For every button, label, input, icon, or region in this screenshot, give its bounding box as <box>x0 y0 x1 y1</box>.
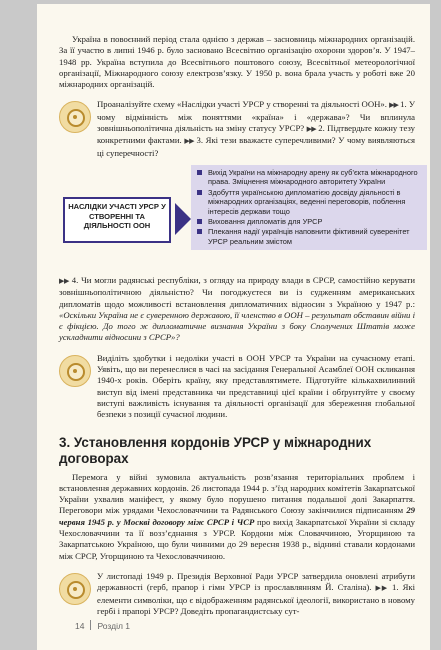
page-footer <box>75 620 130 631</box>
arrow-right-icon <box>175 203 191 235</box>
treaty-highlight: 29 червня 1945 р. у Москві договору між СРСР і ЧСР <box>59 505 415 527</box>
textbook-page <box>37 4 430 650</box>
section-paragraph: Перемога у війні зумовила актуальність розв’язання територіальних проблем і встановлення державних кордонів. 26 листопада 1944 р. з’їзд народних комітетів Закарпатської України ухвалив маніфест, у якому було порушено питання подальшої долі Закарпаття. Переговори між урядами Чехословаччини та Радянського Союзу закінчилися підписанням 29 червня 1945 р. у Москві договору між СРСР і ЧСР про вихід Закарпатської України зі складу Чехословаччини та її возз’єднання з УРСР. Кордони між Словаччиною, Угорщиною та Закарпатською Україною, що були чинними до 29 вересня 1938 р., віднині ставали кордонами між СРСР, Угорщиною та Чехословаччиною. <box>59 471 415 561</box>
intro-paragraph: Україна в повоєнний період стала однією з держав – засновниць міжнародних організацій. За її участю в липні 1946 р. було засновано Всесвітню організацію охорони здоров’я. У 1947–1948 рр. Україна вступила до Всесвітнього поштового союзу, Всесвітньої метеорологічної організації, Міжнародного союзу електрозв’язку. У 1950 р. вона брала участь у роботі вже 20 міжнародних організацій. <box>59 34 415 90</box>
task-1-text: Проаналізуйте схему «Наслідки участі УРСР у створенні та діяльності ООН». ▶▶ 1. У чому відмінність між поняттями «країна» і «держава»? Чи вплинула зовнішньополітична діяльність на зміну статусу УРСР? ▶▶ 2. Підтвердьте кожну тезу конкретними фактами. ▶▶ 3. Які тези вважаєте суперечливими? У чому виявляються ці суперечності? <box>97 99 415 158</box>
square-bullet-icon <box>197 219 202 224</box>
triangle-marker-icon: ▶▶ <box>389 101 398 110</box>
scheme-title: НАСЛІДКИ УЧАСТІ УРСР У СТВОРЕННІ ТА ДІЯЛЬНОСТІ ООН <box>63 197 171 243</box>
task-3-text: У листопаді 1949 р. Президія Верховної Ради УРСР затвердила оновлені атрибути державності (герб, прапор і гімн УРСР із прославлянням Й. Сталіна). ▶▶ 1. Які елементи символіки, що є відображенням радянської ідеології, використано в новому гербі і прапорі УРСР? Доведіть пропагандистську сут- <box>97 570 415 616</box>
diplomat-quote: «Оскільки Україна не є суверенною державою, її членство в ООН – результат обставин війни і є фікцією. До того ж дипломатичне визнання України з боку Сполучених Штатів може ускладнити відносини з СРСР»? <box>59 309 415 343</box>
section-heading: 3. Установлення кордонів УРСР у міжнародних договорах <box>59 434 372 466</box>
square-bullet-icon <box>197 170 202 175</box>
triangle-marker-icon: ▶▶ <box>306 125 316 134</box>
task-2-text: Виділіть здобутки і недоліки участі в ООН УРСР та України на сучасному етапі. Уявіть, що ви перенеслися в часі на засідання Генеральної Асамблеї ООН скликання 1940-х років. Оберіть країну, яку представлятимете. Підготуйте кількахвилинний виступ від імені представника чи представниці цієї країни і обґрунтуйте у своєму виступі важливість існування та діяльності організації для збереження глобальної безпеки з позиції сучасної людини. <box>97 352 415 420</box>
scheme-item: Виховання дипломатів для УРСР <box>197 217 421 226</box>
task-icon <box>59 101 91 133</box>
un-consequences-scheme <box>59 165 418 271</box>
scheme-list <box>191 165 427 250</box>
square-bullet-icon <box>197 229 202 234</box>
scheme-item: Плекання надії українців наповнити фіктивний суверенітет УРСР реальним змістом <box>197 227 421 246</box>
scheme-item: Здобуття українською дипломатією досвіду діяльності в міжнародних організаціях, веденні переговорів, поблення інтересів держави тощо <box>197 188 421 216</box>
triangle-marker-icon: ▶▶ <box>375 584 388 593</box>
task-block-2 <box>59 353 415 421</box>
task-icon <box>59 355 91 387</box>
page-content <box>59 34 418 617</box>
section-label: Розділ 1 <box>97 621 131 631</box>
page-number: 14 <box>75 621 85 631</box>
scheme-item: Вихід України на міжнародну арену як суб’єкта міжнародного права. Зміцнення міжнародного авторитету України <box>197 168 421 187</box>
question-4: ▶▶ 4. Чи могли радянські республіки, з огляду на природу влади в СРСР, самостійно керувати зовнішньополітичною діяльністю? Чи погоджуєтеся ви із судженням американських дипломатів щодо можливості встановлення дипломатичних відносин з Україною у 1947 р.: «Оскільки Україна не є суверенною державою, її членство в ООН – результат обставин війни і є фікцією. До того ж дипломатичне визнання України з боку Сполучених Штатів може ускладнити відносини з СРСР»? <box>59 274 415 343</box>
triangle-marker-icon: ▶▶ <box>59 276 70 285</box>
square-bullet-icon <box>197 190 202 195</box>
task-block-1 <box>59 99 415 158</box>
triangle-marker-icon: ▶▶ <box>184 137 194 146</box>
task-icon <box>59 573 91 605</box>
task-block-3 <box>59 571 415 617</box>
